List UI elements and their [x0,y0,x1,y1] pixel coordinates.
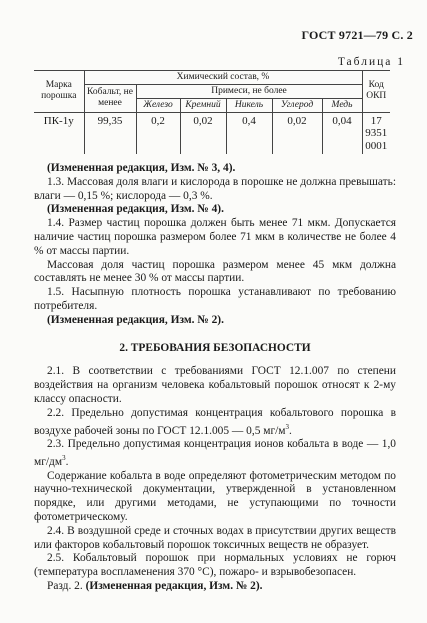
paragraph-2-1: 2.1. В соответствии с требованиями ГОСТ 12.1.007 по степени воздействия на организм человека кобальтовый порошок относят к 2-му классу опасности. [34,365,396,405]
paragraph-2-3-end: . [65,455,69,468]
cell-mark: ПК-1у [34,112,84,153]
cell-code-line2: 0001 [365,140,388,153]
page-header: ГОСТ 9721—79 С. 2 [301,28,413,42]
paragraph-1-4-b: Массовая доля частиц порошка размером менее 45 мкм должна составлять не менее 30 % от массы партии. [34,258,396,285]
header-copper: Медь [322,98,362,112]
cell-nickel: 0,4 [226,112,272,153]
header-silicon: Кремний [180,98,226,112]
paragraph-2-3-b: Содержание кобальта в воде определяют фотометрическим методом по научно-технической документации, утвержденной в установленном порядке, или другими методами, не уступающими по точности фотометрическому. [34,469,396,523]
paragraph-2-2-text: 2.2. Предельно допустимая концентрация кобальтового порошка в воздухе рабочей зоны по ГОСТ 12.1.005 — 0,5 мг/м [34,406,396,437]
section-title: 2. ТРЕБОВАНИЯ БЕЗОПАСНОСТИ [119,341,311,354]
edit-note-1: (Измененная редакция, Изм. № 3, 4). [47,162,236,174]
header-cobalt: Кобальт, не менее [84,84,136,112]
paragraph-2-3-text: 2.3. Предельно допустимая концентрация ионов кобальта в воде — 1,0 мг/дм [34,438,396,468]
header-nickel: Никель [226,98,272,112]
paragraph-1-4: 1.4. Размер частиц порошка должен быть менее 71 мкм. Допускается наличие частиц порошка размером более 71 мкм в количестве не более 4 % от массы партии. [34,217,396,257]
cell-code [362,112,390,153]
paragraph-2-4: 2.4. В воздушной среде и сточных водах в присутствии других веществ или факторов кобальтовый порошок токсичных веществ не образует. [34,524,396,551]
document-body [34,162,396,594]
superscript: 3 [62,453,66,462]
cell-iron: 0,2 [136,112,180,153]
table-caption: Таблица 1 [337,56,405,68]
cell-copper: 0,04 [322,112,362,153]
table-row [34,112,390,153]
cell-carbon: 0,02 [272,112,322,153]
cell-silicon: 0,02 [180,112,226,153]
header-code: Код ОКП [362,71,390,113]
paragraph-2-2 [34,407,396,438]
cell-cobalt: 99,35 [84,112,136,153]
header-impurities: Примеси, не более [136,84,362,98]
header-mark: Марка порошка [34,71,84,113]
header-carbon: Углерод [272,98,322,112]
paragraph-2-5: 2.5. Кобальтовый порошок при нормальных условиях не горюч (температура воспламенения 370 °С), пожаро- и взрывобезопасен. [34,552,396,579]
final-edit-prefix: Разд. 2. [47,579,86,592]
superscript: 3 [285,422,289,431]
paragraph-1-3: 1.3. Массовая доля влаги и кислорода в порошке не должна превышать: влаги — 0,15 %; кислорода — 0,3 %. [34,175,396,202]
final-edit-bold: (Измененная редакция, Изм. № 2). [85,579,263,592]
paragraph-2-2-end: . [289,424,292,437]
edit-note-2: (Измененная редакция, Изм. № 4). [47,203,224,216]
edit-note-3: (Измененная редакция, Изм. № 2). [47,313,224,326]
paragraph-1-5: 1.5. Насыпную плотность порошка устанавливают по требованию потребителя. [34,286,396,312]
composition-table [34,70,390,154]
final-edit-note [34,580,396,594]
paragraph-2-3 [34,438,396,469]
header-chem-composition: Химический состав, % [84,71,362,85]
header-iron: Железо [136,98,180,112]
cell-code-line1: 17 9351 [365,114,388,140]
